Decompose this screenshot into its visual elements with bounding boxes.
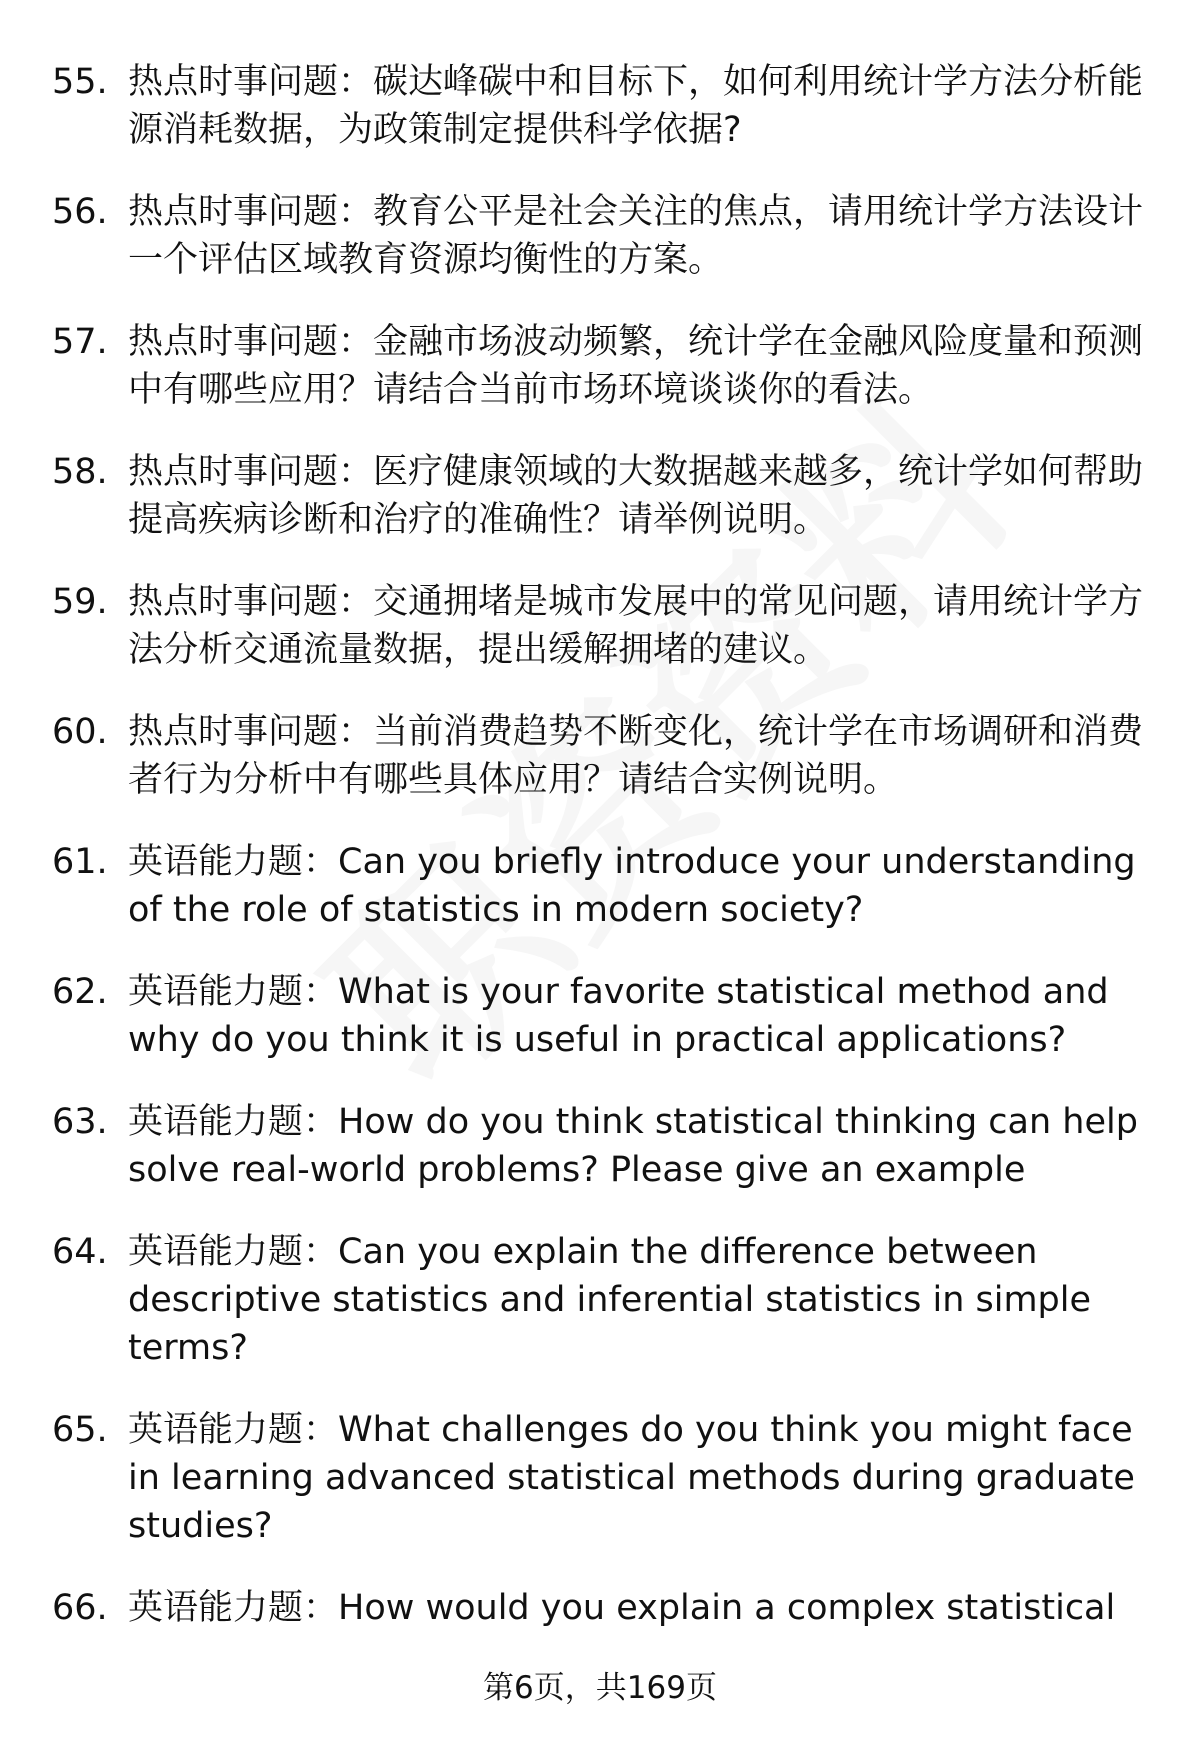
question-text: 热点时事问题：碳达峰碳中和目标下，如何利用统计学方法分析能源消耗数据，为政策制定提供科学依据? <box>128 62 1144 150</box>
question-number: 62. <box>52 972 108 1012</box>
question-item <box>52 188 1152 284</box>
question-text: 英语能力题：How do you think statistical thinking can help solve real-world problems? Please give an example <box>128 1102 1138 1190</box>
question-number: 61. <box>52 842 108 882</box>
question-item <box>52 578 1152 674</box>
question-number: 66. <box>52 1588 108 1628</box>
question-item <box>52 448 1152 544</box>
question-item <box>52 1406 1152 1550</box>
question-number: 60. <box>52 712 108 752</box>
question-text: 英语能力题：What is your favorite statistical method and why do you think it is useful in practical applications? <box>128 972 1109 1060</box>
question-item <box>52 58 1152 154</box>
question-item <box>52 318 1152 414</box>
question-text: 英语能力题：Can you briefly introduce your understanding of the role of statistics in modern society? <box>128 842 1136 930</box>
question-number: 63. <box>52 1102 108 1142</box>
question-text: 英语能力题：Can you explain the difference between descriptive statistics and inferential statistics in simple terms? <box>128 1232 1092 1368</box>
question-item <box>52 1098 1152 1194</box>
page-footer: 第6页，共169页 <box>483 1670 717 1706</box>
question-item <box>52 968 1152 1064</box>
question-list <box>52 58 1152 1666</box>
question-text: 热点时事问题：金融市场波动频繁，统计学在金融风险度量和预测中有哪些应用？请结合当前市场环境谈谈你的看法。 <box>128 322 1144 410</box>
question-number: 56. <box>52 192 108 232</box>
question-item <box>52 838 1152 934</box>
question-number: 64. <box>52 1232 108 1272</box>
question-item <box>52 1584 1152 1632</box>
question-text: 热点时事问题：教育公平是社会关注的焦点，请用统计学方法设计一个评估区域教育资源均衡性的方案。 <box>128 192 1144 280</box>
question-text: 热点时事问题：当前消费趋势不断变化，统计学在市场调研和消费者行为分析中有哪些具体应用？请结合实例说明。 <box>128 712 1144 800</box>
question-item <box>52 708 1152 804</box>
question-text: 英语能力题：What challenges do you think you might face in learning advanced statistical methods during graduate studies? <box>128 1410 1135 1546</box>
question-number: 59. <box>52 582 108 622</box>
question-item <box>52 1228 1152 1372</box>
question-text: 热点时事问题：交通拥堵是城市发展中的常见问题，请用统计学方法分析交通流量数据，提出缓解拥堵的建议。 <box>128 582 1144 670</box>
question-number: 55. <box>52 62 108 102</box>
question-number: 65. <box>52 1410 108 1450</box>
question-number: 57. <box>52 322 108 362</box>
question-number: 58. <box>52 452 108 492</box>
question-text: 英语能力题：How would you explain a complex statistical <box>128 1588 1116 1628</box>
question-text: 热点时事问题：医疗健康领域的大数据越来越多，统计学如何帮助提高疾病诊断和治疗的准确性？请举例说明。 <box>128 452 1144 540</box>
